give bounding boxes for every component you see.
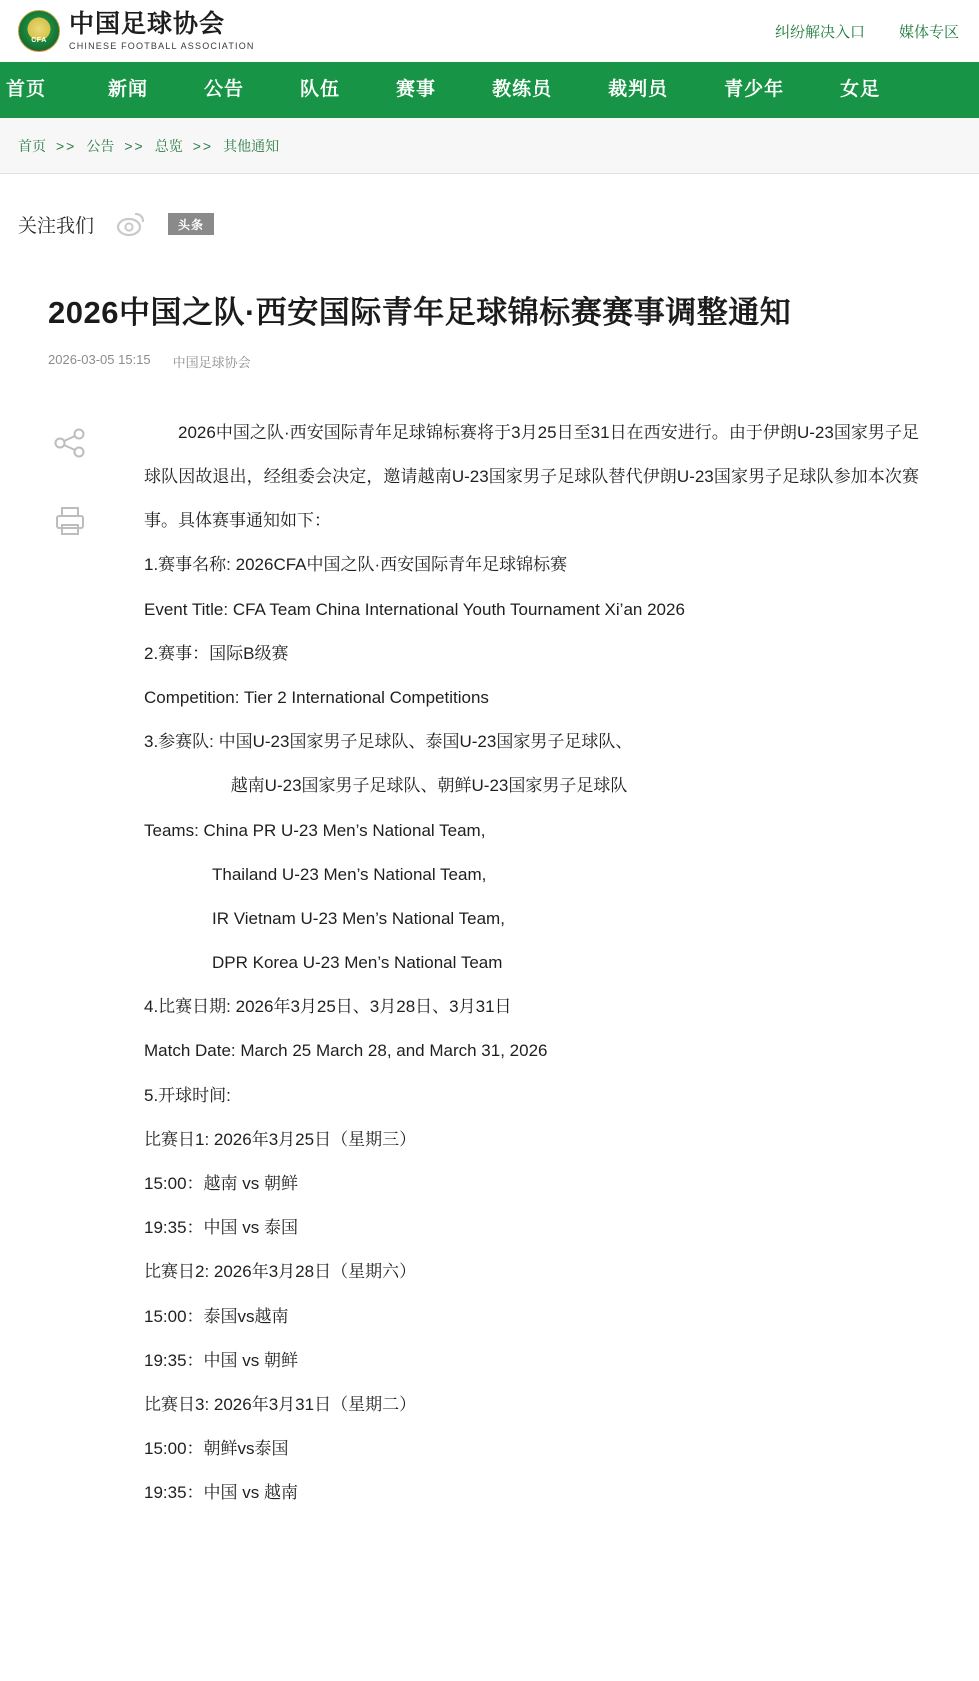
article-paragraph: 19:35：中国 vs 越南 <box>144 1483 298 1503</box>
article-paragraph: 比赛日2: 2026年3月28日（星期六） <box>144 1262 417 1282</box>
follow-us-label: 关注我们 <box>18 215 95 237</box>
nav-home[interactable]: 首页 <box>5 79 46 100</box>
page-title: 2026中国之队·西安国际青年足球锦标赛赛事调整通知 <box>48 295 792 330</box>
article-paragraph: 3.参赛队: 中国U-23国家男子足球队、泰国U-23国家男子足球队、 <box>144 732 633 752</box>
cfa-crest-icon <box>18 10 60 52</box>
main-navigation <box>0 62 979 118</box>
breadcrumb-separator: >> <box>124 137 145 154</box>
media-zone-link[interactable]: 媒体专区 <box>898 23 959 41</box>
breadcrumb <box>0 118 979 174</box>
article-paragraph: Event Title: CFA Team China International Youth Tournament Xi’an 2026 <box>144 599 685 619</box>
nav-referees[interactable]: 裁判员 <box>608 79 669 100</box>
article-body-wrap <box>48 411 919 1516</box>
article-paragraph: Competition: Tier 2 International Competitions <box>144 687 489 707</box>
logo-name-en: CHINESE FOOTBALL ASSOCIATION <box>69 40 255 51</box>
article-tools <box>48 411 144 1516</box>
article-content <box>144 411 919 1516</box>
breadcrumb-home[interactable]: 首页 <box>18 137 46 154</box>
nav-teams[interactable]: 队伍 <box>300 79 341 100</box>
toutiao-icon[interactable]: 头条 <box>168 213 214 235</box>
article-meta <box>48 352 919 371</box>
article-paragraph: 5.开球时间: <box>144 1085 231 1105</box>
breadcrumb-separator: >> <box>56 137 77 154</box>
article-paragraph: 2.赛事：国际B级赛 <box>144 643 289 663</box>
article-paragraph: 19:35：中国 vs 朝鲜 <box>144 1350 298 1370</box>
article-paragraph: 越南U-23国家男子足球队、朝鲜U-23国家男子足球队 <box>230 776 628 796</box>
article-paragraph: DPR Korea U-23 Men’s National Team <box>212 953 503 973</box>
article-paragraph: IR Vietnam U-23 Men’s National Team, <box>212 908 505 928</box>
nav-youth[interactable]: 青少年 <box>724 79 785 100</box>
article-paragraph: 比赛日1: 2026年3月25日（星期三） <box>144 1129 417 1149</box>
article-date: 2026-03-05 15:15 <box>48 351 151 367</box>
nav-coaches[interactable]: 教练员 <box>492 79 553 100</box>
site-logo[interactable] <box>18 10 255 52</box>
print-icon[interactable] <box>48 499 92 543</box>
nav-news[interactable]: 新闻 <box>108 79 149 100</box>
article-paragraph: 19:35：中国 vs 泰国 <box>144 1218 298 1238</box>
article-paragraph: Match Date: March 25 March 28, and March 31, 2026 <box>144 1041 548 1061</box>
share-icon[interactable] <box>48 421 92 465</box>
nav-competitions[interactable]: 赛事 <box>396 79 437 100</box>
article-paragraph: 4.比赛日期: 2026年3月25日、3月28日、3月31日 <box>144 997 512 1017</box>
logo-name-cn: 中国足球协会 <box>69 10 226 39</box>
weibo-icon[interactable] <box>116 211 146 237</box>
article-paragraph: 15:00：朝鲜vs泰国 <box>144 1439 289 1459</box>
breadcrumb-overview[interactable]: 总览 <box>154 137 183 154</box>
article-paragraph: 15:00：越南 vs 朝鲜 <box>144 1174 298 1194</box>
article-paragraph: 1.赛事名称: 2026CFA中国之队·西安国际青年足球锦标赛 <box>144 555 568 575</box>
article <box>0 292 979 1556</box>
article-paragraph: 15:00：泰国vs越南 <box>144 1306 289 1326</box>
article-paragraph: 2026中国之队·西安国际青年足球锦标赛将于3月25日至31日在西安进行。由于伊朗U-23国家男子足球队因故退出，经组委会决定，邀请越南U-23国家男子足球队替代伊朗U-23国家男子足球队参加本次赛事。具体赛事通知如下： <box>144 422 919 531</box>
follow-us-bar <box>0 174 979 274</box>
article-paragraph: 比赛日3: 2026年3月31日（星期二） <box>144 1394 417 1414</box>
dispute-resolution-link[interactable]: 纠纷解决入口 <box>774 23 865 41</box>
breadcrumb-separator: >> <box>192 137 214 154</box>
breadcrumb-other-notices[interactable]: 其他通知 <box>223 137 280 154</box>
article-paragraph: Teams: China PR U-23 Men’s National Team, <box>144 820 486 840</box>
article-source: 中国足球协会 <box>172 354 251 370</box>
nav-announcements[interactable]: 公告 <box>204 79 245 100</box>
top-bar <box>0 0 979 62</box>
nav-womens-football[interactable]: 女足 <box>840 79 881 100</box>
article-paragraph: Thailand U-23 Men’s National Team, <box>212 864 487 884</box>
breadcrumb-announcements[interactable]: 公告 <box>86 137 115 154</box>
top-bar-links <box>775 21 959 42</box>
